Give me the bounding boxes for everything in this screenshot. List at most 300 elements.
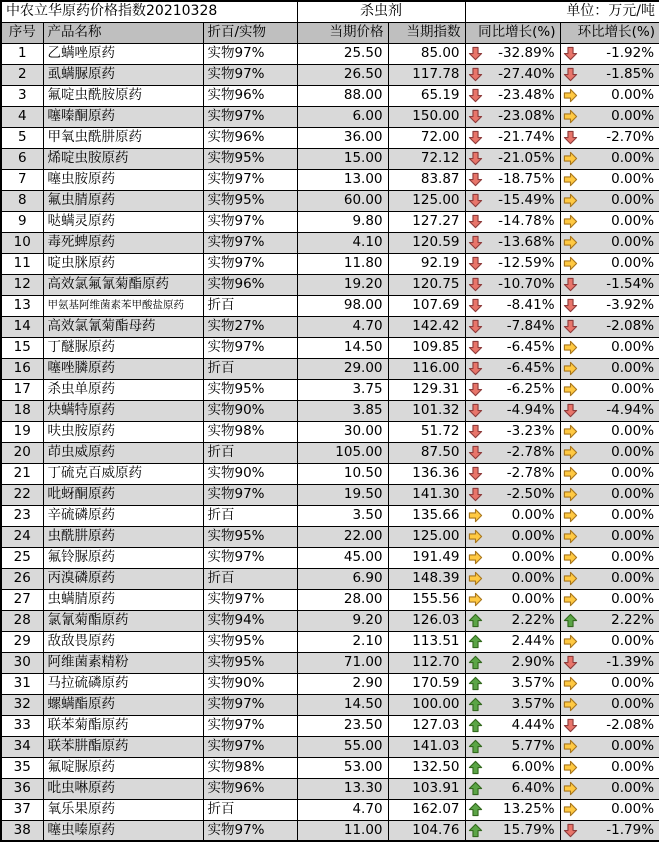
row-number: 2 bbox=[1, 64, 43, 85]
product-name: 虫螨腈原药 bbox=[43, 589, 203, 610]
current-index: 125.00 bbox=[388, 526, 465, 547]
right-arrow-icon bbox=[563, 697, 578, 712]
spec-value: 折百 bbox=[203, 799, 297, 820]
down-arrow-icon bbox=[468, 403, 483, 418]
mom-value: 0.00% bbox=[611, 108, 655, 125]
mom-growth-cell bbox=[560, 442, 659, 463]
mom-arrow bbox=[563, 214, 578, 229]
col-header-product-name: 产品名称 bbox=[43, 22, 203, 43]
yoy-value: -15.49% bbox=[498, 192, 555, 209]
up-arrow-icon bbox=[468, 634, 483, 649]
table-row bbox=[1, 190, 659, 211]
row-number: 28 bbox=[1, 610, 43, 631]
current-price: 25.50 bbox=[297, 43, 388, 64]
current-index: 51.72 bbox=[388, 421, 465, 442]
right-arrow-icon bbox=[563, 235, 578, 250]
current-price: 60.00 bbox=[297, 190, 388, 211]
current-price: 13.30 bbox=[297, 778, 388, 799]
down-arrow-icon bbox=[468, 256, 483, 271]
yoy-value: 0.00% bbox=[511, 591, 555, 608]
current-index: 100.00 bbox=[388, 694, 465, 715]
current-index: 126.03 bbox=[388, 610, 465, 631]
spec-value: 实物97% bbox=[203, 169, 297, 190]
row-number: 29 bbox=[1, 631, 43, 652]
col-header-mom-growth: 环比增长(%) bbox=[560, 22, 659, 43]
yoy-growth-cell bbox=[465, 484, 560, 505]
yoy-growth-cell bbox=[465, 589, 560, 610]
mom-growth-cell bbox=[560, 757, 659, 778]
current-index: 112.70 bbox=[388, 652, 465, 673]
row-number: 6 bbox=[1, 148, 43, 169]
current-price: 88.00 bbox=[297, 85, 388, 106]
col-header-spec: 折百/实物 bbox=[203, 22, 297, 43]
down-arrow-icon bbox=[563, 130, 578, 145]
current-price: 45.00 bbox=[297, 547, 388, 568]
spec-value: 折百 bbox=[203, 568, 297, 589]
yoy-arrow bbox=[468, 781, 483, 796]
row-number: 23 bbox=[1, 505, 43, 526]
mom-arrow bbox=[563, 277, 578, 292]
column-header-row bbox=[1, 22, 659, 43]
current-index: 83.87 bbox=[388, 169, 465, 190]
mom-growth-cell bbox=[560, 106, 659, 127]
current-index: 127.03 bbox=[388, 715, 465, 736]
right-arrow-icon bbox=[563, 151, 578, 166]
yoy-growth-cell bbox=[465, 148, 560, 169]
row-number: 11 bbox=[1, 253, 43, 274]
current-index: 109.85 bbox=[388, 337, 465, 358]
mom-growth-cell bbox=[560, 526, 659, 547]
current-index: 85.00 bbox=[388, 43, 465, 64]
current-index: 142.42 bbox=[388, 316, 465, 337]
product-name: 吡蚜酮原药 bbox=[43, 484, 203, 505]
product-name: 啶虫脒原药 bbox=[43, 253, 203, 274]
yoy-growth-cell bbox=[465, 652, 560, 673]
mom-arrow bbox=[563, 655, 578, 670]
mom-arrow bbox=[563, 403, 578, 418]
up-arrow-icon bbox=[468, 655, 483, 670]
current-price: 4.70 bbox=[297, 316, 388, 337]
spec-value: 实物97% bbox=[203, 64, 297, 85]
down-arrow-icon bbox=[468, 109, 483, 124]
mom-growth-cell bbox=[560, 253, 659, 274]
table-row bbox=[1, 757, 659, 778]
yoy-growth-cell bbox=[465, 694, 560, 715]
yoy-value: 15.79% bbox=[503, 821, 555, 838]
table-row bbox=[1, 547, 659, 568]
current-price: 28.00 bbox=[297, 589, 388, 610]
mom-arrow bbox=[563, 697, 578, 712]
product-name: 哒螨灵原药 bbox=[43, 211, 203, 232]
row-number: 1 bbox=[1, 43, 43, 64]
mom-arrow bbox=[563, 361, 578, 376]
mom-value: -3.92% bbox=[606, 297, 655, 314]
title-row bbox=[1, 1, 659, 22]
spec-value: 实物96% bbox=[203, 274, 297, 295]
row-number: 25 bbox=[1, 547, 43, 568]
down-arrow-icon bbox=[468, 151, 483, 166]
mom-growth-cell bbox=[560, 631, 659, 652]
yoy-arrow bbox=[468, 298, 483, 313]
mom-growth-cell bbox=[560, 715, 659, 736]
yoy-growth-cell bbox=[465, 295, 560, 316]
current-index: 148.39 bbox=[388, 568, 465, 589]
right-arrow-icon bbox=[563, 256, 578, 271]
mom-growth-cell bbox=[560, 211, 659, 232]
product-name: 呋虫胺原药 bbox=[43, 421, 203, 442]
row-number: 32 bbox=[1, 694, 43, 715]
mom-arrow bbox=[563, 718, 578, 733]
unit-label: 单位：万元/吨 bbox=[465, 1, 659, 22]
yoy-growth-cell bbox=[465, 85, 560, 106]
right-arrow-icon bbox=[563, 424, 578, 439]
down-arrow-icon bbox=[468, 361, 483, 376]
yoy-arrow bbox=[468, 214, 483, 229]
table-row bbox=[1, 820, 659, 841]
yoy-value: -21.05% bbox=[498, 150, 555, 167]
mom-value: -2.08% bbox=[606, 717, 655, 734]
table-row bbox=[1, 169, 659, 190]
table-row bbox=[1, 232, 659, 253]
yoy-growth-cell bbox=[465, 232, 560, 253]
mom-growth-cell bbox=[560, 316, 659, 337]
right-arrow-icon bbox=[563, 529, 578, 544]
spec-value: 实物97% bbox=[203, 547, 297, 568]
down-arrow-icon bbox=[563, 298, 578, 313]
mom-value: 0.00% bbox=[611, 87, 655, 104]
yoy-growth-cell bbox=[465, 442, 560, 463]
spec-value: 实物97% bbox=[203, 736, 297, 757]
current-price: 26.50 bbox=[297, 64, 388, 85]
current-index: 191.49 bbox=[388, 547, 465, 568]
category-label: 杀虫剂 bbox=[297, 1, 465, 22]
table-row bbox=[1, 64, 659, 85]
product-name: 氟铃脲原药 bbox=[43, 547, 203, 568]
mom-growth-cell bbox=[560, 736, 659, 757]
yoy-arrow bbox=[468, 529, 483, 544]
mom-arrow bbox=[563, 424, 578, 439]
row-number: 30 bbox=[1, 652, 43, 673]
mom-arrow bbox=[563, 592, 578, 607]
spec-value: 实物96% bbox=[203, 85, 297, 106]
up-arrow-icon bbox=[468, 718, 483, 733]
yoy-growth-cell bbox=[465, 169, 560, 190]
yoy-growth-cell bbox=[465, 190, 560, 211]
row-number: 13 bbox=[1, 295, 43, 316]
current-index: 136.36 bbox=[388, 463, 465, 484]
yoy-growth-cell bbox=[465, 253, 560, 274]
row-number: 24 bbox=[1, 526, 43, 547]
table-row bbox=[1, 85, 659, 106]
current-price: 3.50 bbox=[297, 505, 388, 526]
mom-value: -2.70% bbox=[606, 129, 655, 146]
mom-value: 0.00% bbox=[611, 465, 655, 482]
current-price: 4.70 bbox=[297, 799, 388, 820]
table-row bbox=[1, 715, 659, 736]
yoy-value: -23.48% bbox=[498, 87, 555, 104]
table-row bbox=[1, 316, 659, 337]
table-row bbox=[1, 652, 659, 673]
table-row bbox=[1, 442, 659, 463]
current-index: 155.56 bbox=[388, 589, 465, 610]
table-row bbox=[1, 148, 659, 169]
table-row bbox=[1, 274, 659, 295]
product-name: 联苯肼酯原药 bbox=[43, 736, 203, 757]
down-arrow-icon bbox=[468, 445, 483, 460]
row-number: 4 bbox=[1, 106, 43, 127]
current-index: 72.00 bbox=[388, 127, 465, 148]
mom-arrow bbox=[563, 172, 578, 187]
table-body bbox=[1, 43, 659, 841]
current-price: 6.00 bbox=[297, 106, 388, 127]
down-arrow-icon bbox=[563, 277, 578, 292]
product-name: 氟啶脲原药 bbox=[43, 757, 203, 778]
right-arrow-icon bbox=[468, 508, 483, 523]
right-arrow-icon bbox=[563, 382, 578, 397]
yoy-value: 4.44% bbox=[511, 717, 555, 734]
mom-growth-cell bbox=[560, 799, 659, 820]
yoy-growth-cell bbox=[465, 757, 560, 778]
yoy-value: 0.00% bbox=[511, 507, 555, 524]
mom-arrow bbox=[563, 529, 578, 544]
yoy-value: -18.75% bbox=[498, 171, 555, 188]
mom-arrow bbox=[563, 508, 578, 523]
right-arrow-icon bbox=[563, 109, 578, 124]
page-title: 中农立华原药价格指数20210328 bbox=[1, 1, 297, 22]
spec-value: 实物95% bbox=[203, 148, 297, 169]
yoy-growth-cell bbox=[465, 127, 560, 148]
mom-value: 0.00% bbox=[611, 192, 655, 209]
right-arrow-icon bbox=[563, 739, 578, 754]
yoy-arrow bbox=[468, 172, 483, 187]
mom-arrow bbox=[563, 634, 578, 649]
down-arrow-icon bbox=[468, 214, 483, 229]
table-row bbox=[1, 568, 659, 589]
mom-value: 0.00% bbox=[611, 171, 655, 188]
down-arrow-icon bbox=[468, 319, 483, 334]
row-number: 20 bbox=[1, 442, 43, 463]
yoy-arrow bbox=[468, 697, 483, 712]
product-name: 敌敌畏原药 bbox=[43, 631, 203, 652]
yoy-arrow bbox=[468, 718, 483, 733]
right-arrow-icon bbox=[563, 487, 578, 502]
yoy-arrow bbox=[468, 361, 483, 376]
down-arrow-icon bbox=[468, 130, 483, 145]
spec-value: 实物97% bbox=[203, 820, 297, 841]
right-arrow-icon bbox=[563, 340, 578, 355]
spec-value: 实物27% bbox=[203, 316, 297, 337]
product-name: 虫酰肼原药 bbox=[43, 526, 203, 547]
row-number: 10 bbox=[1, 232, 43, 253]
mom-arrow bbox=[563, 466, 578, 481]
product-name: 甲氨基阿维菌素苯甲酸盐原药 bbox=[43, 295, 203, 316]
right-arrow-icon bbox=[563, 172, 578, 187]
table-row bbox=[1, 799, 659, 820]
up-arrow-icon bbox=[468, 760, 483, 775]
mom-growth-cell bbox=[560, 547, 659, 568]
current-index: 116.00 bbox=[388, 358, 465, 379]
current-price: 10.50 bbox=[297, 463, 388, 484]
yoy-arrow bbox=[468, 109, 483, 124]
yoy-value: -2.50% bbox=[506, 486, 555, 503]
mom-value: 0.00% bbox=[611, 591, 655, 608]
mom-arrow bbox=[563, 88, 578, 103]
mom-arrow bbox=[563, 781, 578, 796]
mom-growth-cell bbox=[560, 820, 659, 841]
down-arrow-icon bbox=[563, 403, 578, 418]
mom-value: 0.00% bbox=[611, 381, 655, 398]
mom-value: -1.79% bbox=[606, 821, 655, 838]
spec-value: 实物98% bbox=[203, 421, 297, 442]
row-number: 8 bbox=[1, 190, 43, 211]
mom-arrow bbox=[563, 67, 578, 82]
spec-value: 折百 bbox=[203, 442, 297, 463]
spec-value: 实物95% bbox=[203, 652, 297, 673]
up-arrow-icon bbox=[563, 613, 578, 628]
down-arrow-icon bbox=[468, 235, 483, 250]
current-index: 117.78 bbox=[388, 64, 465, 85]
current-index: 150.00 bbox=[388, 106, 465, 127]
down-arrow-icon bbox=[563, 655, 578, 670]
yoy-arrow bbox=[468, 67, 483, 82]
mom-arrow bbox=[563, 550, 578, 565]
current-price: 14.50 bbox=[297, 694, 388, 715]
spec-value: 实物97% bbox=[203, 43, 297, 64]
mom-arrow bbox=[563, 319, 578, 334]
yoy-growth-cell bbox=[465, 820, 560, 841]
spec-value: 实物95% bbox=[203, 526, 297, 547]
current-price: 55.00 bbox=[297, 736, 388, 757]
yoy-value: 2.22% bbox=[511, 612, 555, 629]
spec-value: 实物97% bbox=[203, 253, 297, 274]
current-index: 72.12 bbox=[388, 148, 465, 169]
right-arrow-icon bbox=[563, 781, 578, 796]
table-row bbox=[1, 358, 659, 379]
mom-value: 0.00% bbox=[611, 759, 655, 776]
up-arrow-icon bbox=[468, 676, 483, 691]
mom-value: -1.92% bbox=[606, 45, 655, 62]
spec-value: 实物97% bbox=[203, 484, 297, 505]
yoy-growth-cell bbox=[465, 337, 560, 358]
product-name: 氟啶虫酰胺原药 bbox=[43, 85, 203, 106]
yoy-growth-cell bbox=[465, 358, 560, 379]
right-arrow-icon bbox=[563, 550, 578, 565]
current-index: 87.50 bbox=[388, 442, 465, 463]
mom-arrow bbox=[563, 235, 578, 250]
yoy-growth-cell bbox=[465, 547, 560, 568]
down-arrow-icon bbox=[468, 277, 483, 292]
right-arrow-icon bbox=[468, 592, 483, 607]
spec-value: 实物97% bbox=[203, 589, 297, 610]
yoy-value: -12.59% bbox=[498, 255, 555, 272]
current-price: 13.00 bbox=[297, 169, 388, 190]
yoy-arrow bbox=[468, 88, 483, 103]
yoy-arrow bbox=[468, 571, 483, 586]
mom-value: 0.00% bbox=[611, 801, 655, 818]
yoy-growth-cell bbox=[465, 799, 560, 820]
spec-value: 实物97% bbox=[203, 211, 297, 232]
mom-growth-cell bbox=[560, 127, 659, 148]
col-header-current-index: 当期指数 bbox=[388, 22, 465, 43]
mom-value: 0.00% bbox=[611, 696, 655, 713]
yoy-arrow bbox=[468, 235, 483, 250]
product-name: 炔螨特原药 bbox=[43, 400, 203, 421]
mom-growth-cell bbox=[560, 337, 659, 358]
yoy-value: -2.78% bbox=[506, 465, 555, 482]
current-index: 162.07 bbox=[388, 799, 465, 820]
yoy-value: -6.45% bbox=[506, 339, 555, 356]
product-name: 吡虫啉原药 bbox=[43, 778, 203, 799]
spec-value: 折百 bbox=[203, 358, 297, 379]
down-arrow-icon bbox=[468, 193, 483, 208]
row-number: 34 bbox=[1, 736, 43, 757]
row-number: 37 bbox=[1, 799, 43, 820]
right-arrow-icon bbox=[563, 592, 578, 607]
mom-growth-cell bbox=[560, 673, 659, 694]
product-name: 噻唑膦原药 bbox=[43, 358, 203, 379]
product-name: 甲氧虫酰肼原药 bbox=[43, 127, 203, 148]
current-price: 4.10 bbox=[297, 232, 388, 253]
mom-arrow bbox=[563, 676, 578, 691]
up-arrow-icon bbox=[468, 739, 483, 754]
mom-arrow bbox=[563, 130, 578, 145]
right-arrow-icon bbox=[563, 508, 578, 523]
mom-value: -1.85% bbox=[606, 66, 655, 83]
mom-value: -1.39% bbox=[606, 654, 655, 671]
table-row bbox=[1, 736, 659, 757]
down-arrow-icon bbox=[468, 424, 483, 439]
product-name: 高效氯氟氰菊酯原药 bbox=[43, 274, 203, 295]
spec-value: 实物97% bbox=[203, 232, 297, 253]
row-number: 3 bbox=[1, 85, 43, 106]
mom-value: 0.00% bbox=[611, 738, 655, 755]
up-arrow-icon bbox=[468, 802, 483, 817]
table-row bbox=[1, 631, 659, 652]
current-index: 127.27 bbox=[388, 211, 465, 232]
yoy-growth-cell bbox=[465, 715, 560, 736]
yoy-value: -8.41% bbox=[506, 297, 555, 314]
row-number: 38 bbox=[1, 820, 43, 841]
row-number: 17 bbox=[1, 379, 43, 400]
table-row bbox=[1, 484, 659, 505]
yoy-growth-cell bbox=[465, 421, 560, 442]
current-price: 36.00 bbox=[297, 127, 388, 148]
col-header-no: 序号 bbox=[1, 22, 43, 43]
spec-value: 实物90% bbox=[203, 673, 297, 694]
current-price: 98.00 bbox=[297, 295, 388, 316]
yoy-value: -6.25% bbox=[506, 381, 555, 398]
mom-growth-cell bbox=[560, 463, 659, 484]
current-index: 65.19 bbox=[388, 85, 465, 106]
yoy-growth-cell bbox=[465, 568, 560, 589]
table-row bbox=[1, 526, 659, 547]
down-arrow-icon bbox=[468, 487, 483, 502]
mom-growth-cell bbox=[560, 589, 659, 610]
up-arrow-icon bbox=[468, 697, 483, 712]
down-arrow-icon bbox=[468, 67, 483, 82]
product-name: 联苯菊酯原药 bbox=[43, 715, 203, 736]
yoy-growth-cell bbox=[465, 463, 560, 484]
spec-value: 实物94% bbox=[203, 610, 297, 631]
mom-value: -2.08% bbox=[606, 318, 655, 335]
yoy-value: -6.45% bbox=[506, 360, 555, 377]
mom-growth-cell bbox=[560, 400, 659, 421]
yoy-growth-cell bbox=[465, 631, 560, 652]
current-index: 101.32 bbox=[388, 400, 465, 421]
yoy-arrow bbox=[468, 634, 483, 649]
col-header-current-price: 当期价格 bbox=[297, 22, 388, 43]
current-index: 104.76 bbox=[388, 820, 465, 841]
